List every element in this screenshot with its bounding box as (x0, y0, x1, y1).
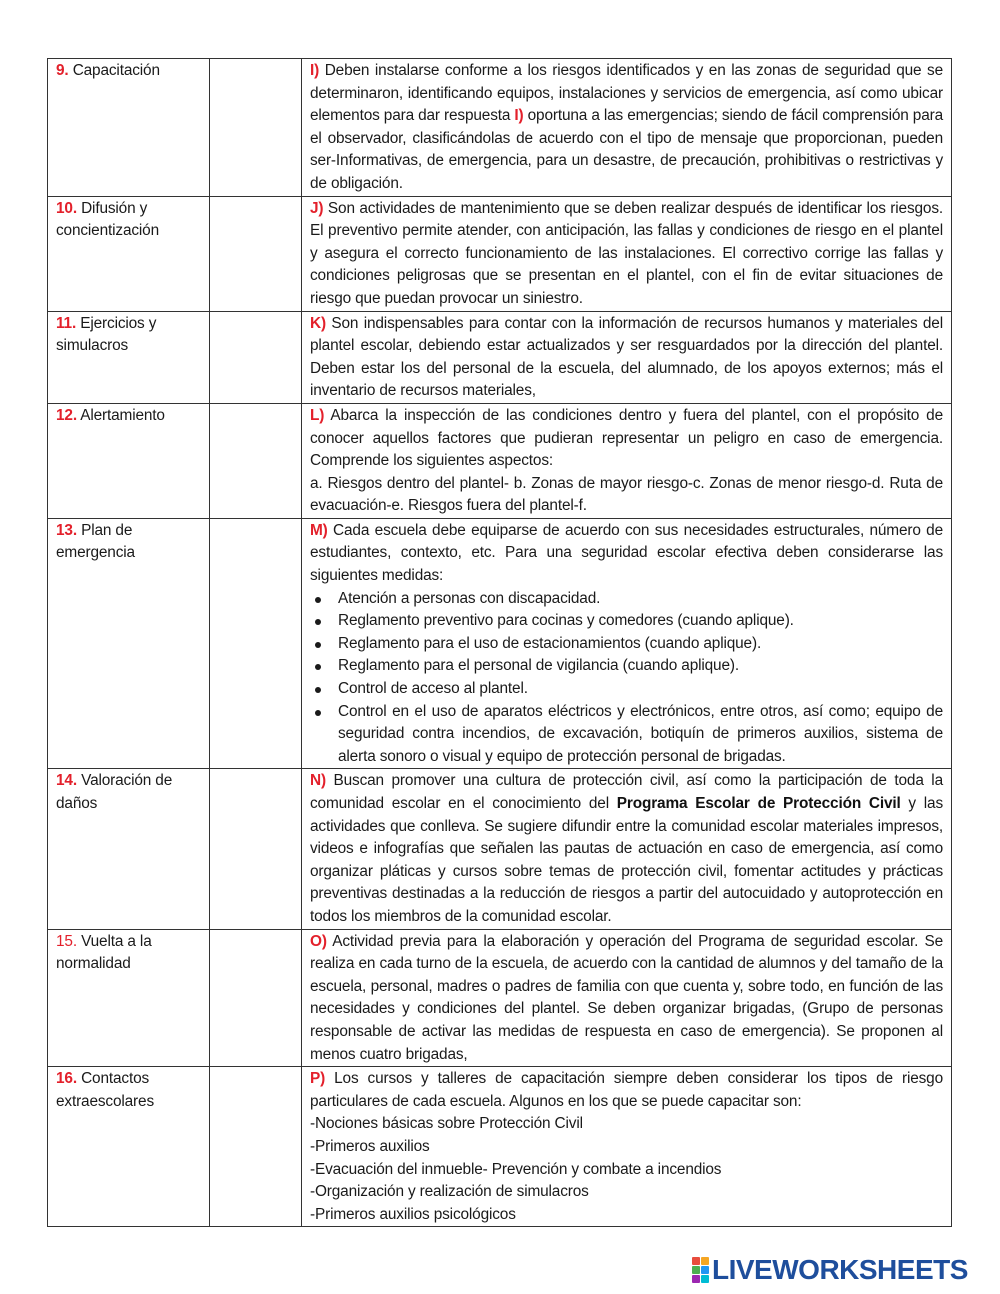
concept-cell (48, 518, 210, 769)
concept-cell (48, 1067, 210, 1227)
liveworksheets-logo (692, 1256, 968, 1284)
course-line: -Primeros auxilios (310, 1137, 430, 1155)
definition-text-cont: y las actividades que conlleva. Se sugiere difundir entre la comunidad escolar materiales impresos, videos e infografías que señalen las pautas de actuación en caso de emergencia, así como organizar pláticas y cursos sobre temas de protección civil, fomentar actitudes y prácticas preventivas destinadas a la reducción de riesgos a partir del autocuidado y autoprotección en todos los miembros de la comunidad escolar. (310, 795, 943, 925)
logo-square (701, 1266, 709, 1274)
inline-letter: I) (514, 107, 524, 125)
concept-cell (48, 929, 210, 1067)
table-row (48, 518, 952, 769)
list-item: Reglamento para el personal de vigilancia (cuando aplique). (310, 655, 943, 678)
program-name: Programa Escolar de Protección Civil (616, 795, 901, 812)
definition-text: Cada escuela debe equiparse de acuerdo con sus necesidades estructurales, número de estudiantes, contexto, etc. Para una seguridad escolar efectiva deben considerarse las siguientes medidas: (310, 521, 943, 585)
table-row (48, 403, 952, 518)
item-number: 16. (56, 1070, 77, 1088)
answer-cell[interactable] (210, 196, 302, 311)
concept-label: Difusión y concientización (56, 199, 159, 240)
list-item: Control de acceso al plantel. (310, 678, 943, 701)
list-item: Control en el uso de aparatos eléctricos y electrónicos, entre otros, así como; equipo de seguridad contra incendios, de excavación, botiquín de primeros auxilios, sistema de alerta sonoro o visual y equipo de protección personal de brigadas. (310, 701, 943, 769)
logo-square (701, 1275, 709, 1283)
logo-squares-icon (692, 1257, 709, 1283)
definition-text: Son actividades de mantenimiento que se deben realizar después de identificar los riesgos. El preventivo permite atender, con anticipación, las fallas y condiciones de riesgo en el plantel y asegura el correcto funcionamiento de las instalaciones. El correctivo corrige las fallas y condiciones peligrosas que se presentan en el plantel, con el fin de evitar situaciones de riesgo que puedan provocar un siniestro. (310, 199, 943, 307)
definition-text: Son indispensables para contar con la información de recursos humanos y materiales del plantel escolar, debiendo estar actualizados y ser resguardados por la dirección del plantel. Deben estar los del personal de la escuela, del alumnado, de los apoyos externos; más el inventario de recursos materiales, (310, 314, 943, 400)
answer-cell[interactable] (210, 311, 302, 403)
concept-cell (48, 769, 210, 929)
item-number: 14. (56, 772, 77, 790)
definition-text: Deben instalarse conforme a los riesgos identificados y en las zonas de seguridad que se determinaron, identificando equipos, instalaciones y servicios de emergencia, así como ubicar elementos para dar respuesta (310, 62, 943, 125)
item-number: 13. (56, 521, 77, 539)
item-number: 15. (56, 932, 77, 950)
definition-cell (302, 403, 952, 518)
answer-cell[interactable] (210, 769, 302, 929)
answer-cell[interactable] (210, 403, 302, 518)
table-row (48, 1067, 952, 1227)
table-row (48, 769, 952, 929)
definition-text: Abarca la inspección de las condiciones dentro y fuera del plantel, con el propósito de conocer aquellos factores que pudieran representar un peligro en caso de emergencia. Comprende los siguientes aspectos: (310, 406, 943, 470)
answer-cell[interactable] (210, 59, 302, 197)
list-item: Atención a personas con discapacidad. (310, 588, 943, 611)
logo-square (701, 1257, 709, 1265)
definition-letter: M) (310, 521, 328, 539)
course-line: -Organización y realización de simulacros (310, 1183, 589, 1201)
concept-label: Contactos extraescolares (56, 1070, 154, 1110)
definition-letter: P) (310, 1070, 326, 1088)
definition-cell (302, 1067, 952, 1227)
definition-letter: N) (310, 772, 326, 790)
answer-cell[interactable] (210, 1067, 302, 1227)
list-item: Reglamento preventivo para cocinas y comedores (cuando aplique). (310, 610, 943, 633)
definition-text: Actividad previa para la elaboración y operación del Programa de seguridad escolar. Se realiza en cada turno de la escuela, de acuerdo con la cantidad de alumnos y del tamaño de la escuela, personal, madres o padres de familia con que cuenta y, sobre todo, en función de las necesidades y condiciones del plantel. Se deben organizar brigadas, (Grupo de personas responsable de activar las medidas de respuesta en caso de emergencia). Se proponen al menos cuatro brigadas, (310, 932, 943, 1063)
definition-text: Los cursos y talleres de capacitación siempre deben considerar los tipos de riesgo particulares de cada escuela. Algunos en los que se puede capacitar son: (310, 1070, 943, 1110)
definition-cell (302, 196, 952, 311)
item-number: 12. (56, 406, 77, 424)
definition-letter: K) (310, 314, 326, 332)
concept-cell (48, 196, 210, 311)
definition-cell (302, 59, 952, 197)
table-row (48, 196, 952, 311)
logo-square (692, 1257, 700, 1265)
course-line: -Evacuación del inmueble- Prevención y combate a incendios (310, 1160, 722, 1178)
definition-cell (302, 518, 952, 769)
concept-cell (48, 59, 210, 197)
definition-extra: a. Riesgos dentro del plantel- b. Zonas de mayor riesgo-c. Zonas de menor riesgo-d. Ruta de evacuación-e. Riesgos fuera del plantel-f. (310, 474, 943, 515)
item-number: 10. (56, 199, 77, 217)
table-row (48, 59, 952, 197)
concept-cell (48, 311, 210, 403)
answer-cell[interactable] (210, 518, 302, 769)
table-row (48, 929, 952, 1067)
definition-cell (302, 311, 952, 403)
answer-cell[interactable] (210, 929, 302, 1067)
matching-table (47, 58, 952, 1227)
concept-cell (48, 403, 210, 518)
concept-label: Capacitación (72, 62, 160, 79)
table-row (48, 311, 952, 403)
item-number: 9. (56, 62, 69, 79)
concept-label: Valoración de daños (56, 772, 173, 812)
definition-text-cont: oportuna a las emergencias; siendo de fácil comprensión para el observador, clasificándolas de acuerdo con el tipo de mensaje que proporcionan, pueden ser-Informativas, de emergencia, para un desastre, de precaución, prohibitivas o restrictivas y de obligación. (310, 107, 943, 192)
logo-square (692, 1275, 700, 1283)
definition-text: Buscan promover una cultura de protección civil, así como la participación de toda la comunidad escolar en el conocimiento del (310, 772, 943, 812)
logo-text: LIVEWORKSHEETS (712, 1254, 968, 1285)
definition-cell (302, 929, 952, 1067)
definition-letter: L) (310, 406, 325, 424)
course-line: -Primeros auxilios psicológicos (310, 1205, 516, 1223)
logo-square (692, 1266, 700, 1274)
measures-list (310, 588, 943, 769)
definition-letter: I) (310, 62, 320, 79)
list-item: Reglamento para el uso de estacionamientos (cuando aplique). (310, 633, 943, 656)
item-number: 11. (56, 314, 77, 332)
concept-label: Vuelta a la normalidad (56, 932, 152, 973)
definition-cell (302, 769, 952, 929)
course-line: -Nociones básicas sobre Protección Civil (310, 1115, 583, 1133)
definition-letter: J) (310, 199, 324, 217)
concept-label: Ejercicios y simulacros (56, 314, 157, 355)
definition-letter: O) (310, 932, 327, 950)
concept-label: Alertamiento (80, 406, 165, 424)
concept-label: Plan de emergencia (56, 521, 135, 562)
